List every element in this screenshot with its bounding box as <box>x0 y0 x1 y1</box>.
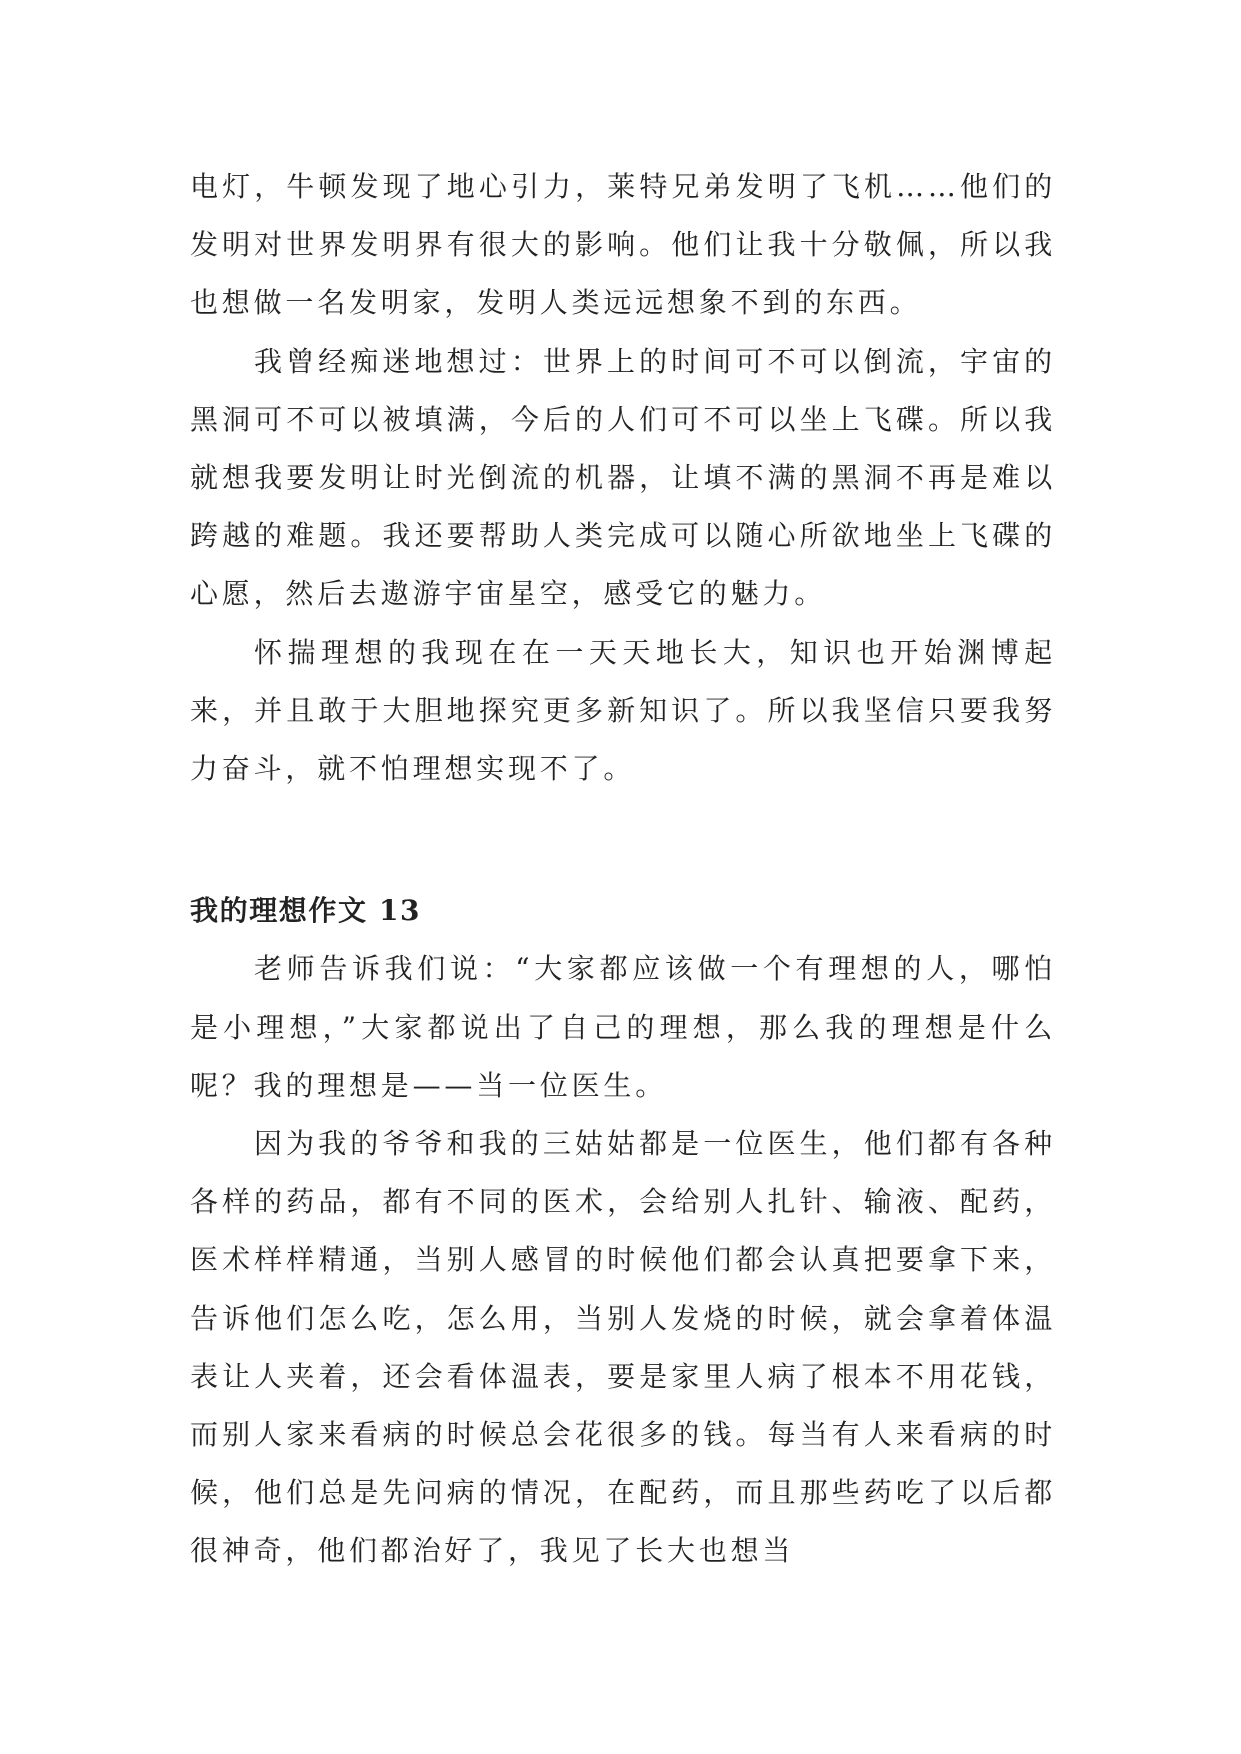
document-body <box>190 158 1056 1581</box>
paragraph-1: 电灯，牛顿发现了地心引力，莱特兄弟发明了飞机……他们的发明对世界发明界有很大的影响。他们让我十分敬佩，所以我也想做一名发明家，发明人类远远想象不到的东西。 <box>190 170 1056 320</box>
paragraph-5: 因为我的爷爷和我的三姑姑都是一位医生，他们都有各种各样的药品，都有不同的医术，会给别人扎针、输液、配药，医术样样精通，当别人感冒的时候他们都会认真把要拿下来，告诉他们怎么吃，怎么用，当别人发烧的时候，就会拿着体温表让人夹着，还会看体温表，要是家里人病了根本不用花钱，而别人家来看病的时候总会花很多的钱。每当有人来看病的时候，他们总是先问病的情况，在配药，而且那些药吃了以后都很神奇，他们都治好了，我见了长大也想当 <box>190 1127 1056 1568</box>
paragraph-4: 老师告诉我们说：“大家都应该做一个有理想的人，哪怕是小理想，”大家都说出了自己的理想，那么我的理想是什么呢？我的理想是——当一位医生。 <box>190 952 1056 1102</box>
paragraph-3: 怀揣理想的我现在在一天天地长大，知识也开始渊博起来，并且敢于大胆地探究更多新知识了。所以我坚信只要我努力奋斗，就不怕理想实现不了。 <box>190 635 1056 786</box>
paragraph-2: 我曾经痴迷地想过：世界上的时间可不可以倒流，宇宙的黑洞可不可以被填满，今后的人们可不可以坐上飞碟。所以我就想我要发明让时光倒流的机器，让填不满的黑洞不再是难以跨越的难题。我还要帮助人类完成可以随心所欲地坐上飞碟的心愿，然后去遨游宇宙星空，感受它的魅力。 <box>190 344 1056 611</box>
section-title: 我的理想作文 13 <box>190 894 422 928</box>
